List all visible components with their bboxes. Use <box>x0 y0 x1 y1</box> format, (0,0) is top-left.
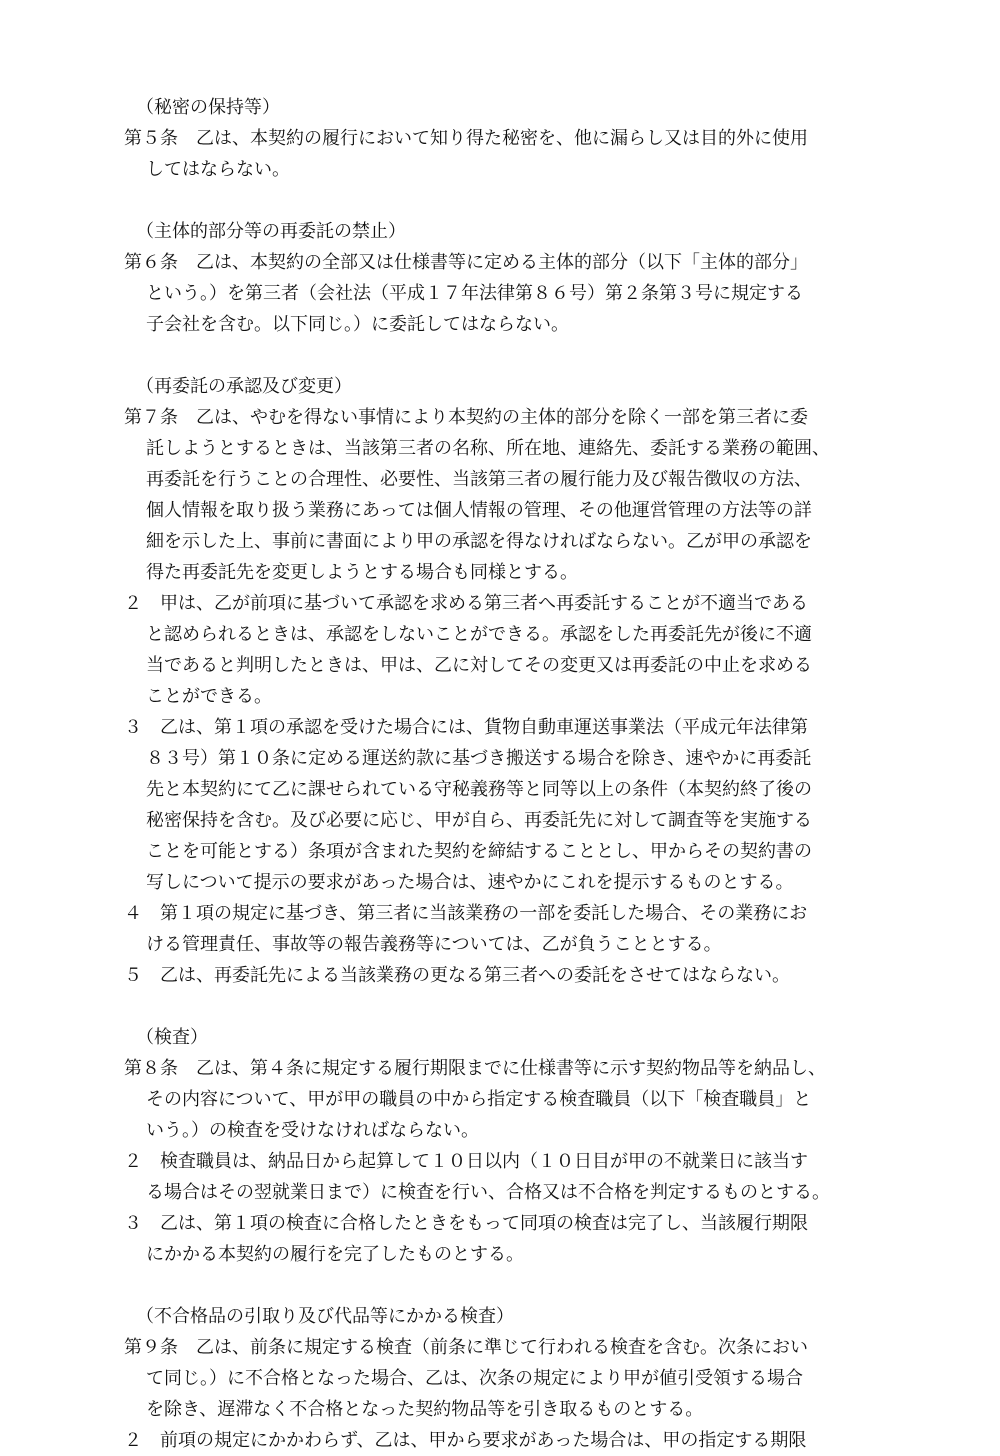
paragraph-line: ４ 第１項の規定に基づき、第三者に当該業務の一部を委託した場合、その業務にお <box>124 903 808 924</box>
article-line: 先と本契約にて乙に課せられている守秘義務等と同等以上の条件（本契約終了後の <box>146 779 812 800</box>
document-body <box>124 92 896 1456</box>
article-line: 写しについて提示の要求があった場合は、速やかにこれを提示するものとする。 <box>146 872 794 893</box>
article-line: ８３号）第１０条に定める運送約款に基づき搬送する場合を除き、速やかに再委託 <box>146 748 812 769</box>
spacer <box>124 991 896 1022</box>
paragraph-line: ３ 乙は、第１項の検査に合格したときをもって同項の検査は完了し、当該履行期限 <box>124 1213 808 1234</box>
article-line: 再委託を行うことの合理性、必要性、当該第三者の履行能力及び報告徴収の方法、 <box>146 469 812 490</box>
article-8 <box>124 1022 896 1270</box>
article-line: 第７条 乙は、やむを得ない事情により本契約の主体的部分を除く一部を第三者に委 <box>124 407 808 428</box>
article-line: を除き、遅滞なく不合格となった契約物品等を引き取るものとする。 <box>146 1399 704 1420</box>
paragraph-line: ２ 前項の規定にかかわらず、乙は、甲から要求があった場合は、甲の指定する期限 <box>124 1430 807 1451</box>
article-line: という。）を第三者（会社法（平成１７年法律第８６号）第２条第３号に規定する <box>146 283 803 304</box>
article-line: と認められるときは、承認をしないことができる。承認をした再委託先が後に不適 <box>146 624 812 645</box>
article-line: その内容について、甲が甲の職員の中から指定する検査職員（以下「検査職員」と <box>146 1089 812 1110</box>
article-heading: （検査） <box>136 1027 208 1048</box>
spacer <box>124 185 896 216</box>
article-line: 託しようとするときは、当該第三者の名称、所在地、連絡先、委託する業務の範囲、 <box>146 438 830 459</box>
paragraph-line: ５ 乙は、再委託先による当該業務の更なる第三者への委託をさせてはならない。 <box>124 965 790 986</box>
article-heading: （主体的部分等の再委託の禁止） <box>136 221 406 242</box>
article-line: ことができる。 <box>146 686 272 707</box>
article-line: 第６条 乙は、本契約の全部又は仕様書等に定める主体的部分（以下「主体的部分」 <box>124 252 808 273</box>
article-line: してはならない。 <box>146 159 290 180</box>
article-line: 第８条 乙は、第４条に規定する履行期限までに仕様書等に示す契約物品等を納品し、 <box>124 1058 826 1079</box>
spacer <box>124 1270 896 1301</box>
article-line: にかかる本契約の履行を完了したものとする。 <box>146 1244 524 1265</box>
article-5 <box>124 92 896 185</box>
article-line: 子会社を含む。以下同じ。）に委託してはならない。 <box>146 314 569 335</box>
article-line: 当であると判明したときは、甲は、乙に対してその変更又は再委託の中止を求める <box>146 655 812 676</box>
article-heading: （秘密の保持等） <box>136 97 280 118</box>
article-line: 個人情報を取り扱う業務にあっては個人情報の管理、その他運営管理の方法等の詳 <box>146 500 812 521</box>
paragraph-line: ３ 乙は、第１項の承認を受けた場合には、貨物自動車運送事業法（平成元年法律第 <box>124 717 808 738</box>
article-6 <box>124 216 896 340</box>
article-line: 第９条 乙は、前条に規定する検査（前条に準じて行われる検査を含む。次条におい <box>124 1337 808 1358</box>
article-heading: （不合格品の引取り及び代品等にかかる検査） <box>136 1306 514 1327</box>
spacer <box>124 340 896 371</box>
article-line: いう。）の検査を受けなければならない。 <box>146 1120 479 1141</box>
article-line: ける管理責任、事故等の報告義務等については、乙が負うこととする。 <box>146 934 722 955</box>
article-line: ことを可能とする）条項が含まれた契約を締結することとし、甲からその契約書の <box>146 841 812 862</box>
article-line: 細を示した上、事前に書面により甲の承認を得なければならない。乙が甲の承認を <box>146 531 812 552</box>
article-line: る場合はその翌就業日まで）に検査を行い、合格又は不合格を判定するものとする。 <box>146 1182 830 1203</box>
article-7 <box>124 371 896 991</box>
paragraph-line: ２ 検査職員は、納品日から起算して１０日以内（１０日目が甲の不就業日に該当す <box>124 1151 808 1172</box>
paragraph-line: ２ 甲は、乙が前項に基づいて承認を求める第三者へ再委託することが不適当である <box>124 593 808 614</box>
article-line: 秘密保持を含む。及び必要に応じ、甲が自ら、再委託先に対して調査等を実施する <box>146 810 812 831</box>
article-9 <box>124 1301 896 1456</box>
article-line: て同じ。）に不合格となった場合、乙は、次条の規定により甲が値引受領する場合 <box>146 1368 803 1389</box>
article-heading: （再委託の承認及び変更） <box>136 376 352 397</box>
article-line: 第５条 乙は、本契約の履行において知り得た秘密を、他に漏らし又は目的外に使用 <box>124 128 808 149</box>
article-line: 得た再委託先を変更しようとする場合も同様とする。 <box>146 562 578 583</box>
